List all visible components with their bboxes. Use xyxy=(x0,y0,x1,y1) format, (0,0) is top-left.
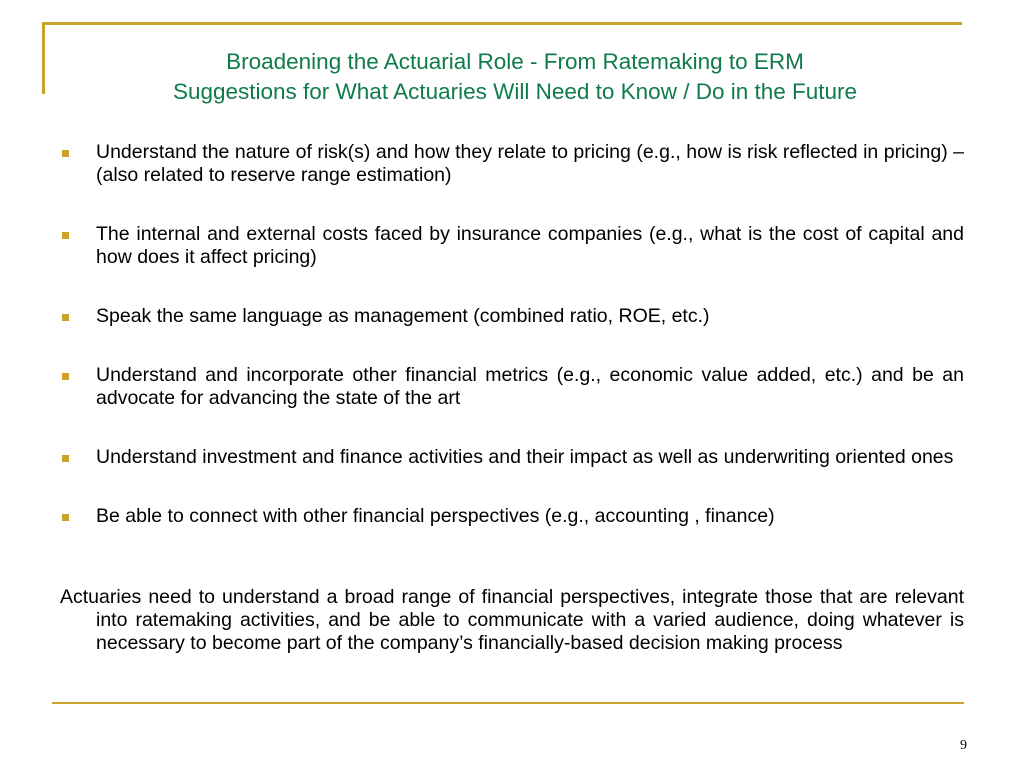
closing-paragraph: Actuaries need to understand a broad range of financial perspectives, integrate those that are relevant into ratemaking activities, and be able to communicate with a varied audience, doing whatever is necessary to become part of the company’s financially-based decision making process xyxy=(60,586,964,654)
square-bullet-icon xyxy=(62,455,69,462)
bullet-text: Understand the nature of risk(s) and how they relate to pricing (e.g., how is risk reflected in pricing) – (also related to reserve range estimation) xyxy=(96,141,964,186)
title-line-2: Suggestions for What Actuaries Will Need to Know / Do in the Future xyxy=(172,79,858,104)
bullet-text: Speak the same language as management (combined ratio, ROE, etc.) xyxy=(96,305,710,327)
square-bullet-icon xyxy=(62,314,69,321)
square-bullet-icon xyxy=(62,373,69,380)
bullet-item xyxy=(60,505,964,528)
bullet-item xyxy=(60,223,964,269)
slide-title xyxy=(60,47,970,107)
bullet-item xyxy=(60,305,964,328)
bullet-text: Be able to connect with other financial perspectives (e.g., accounting , finance) xyxy=(96,505,775,527)
bullet-item xyxy=(60,364,964,410)
title-line-1: Broadening the Actuarial Role - From Ratemaking to ERM xyxy=(226,49,804,74)
bullet-list xyxy=(60,141,964,528)
bullet-text: Understand and incorporate other financial metrics (e.g., economic value added, etc.) and be an advocate for advancing the state of the art xyxy=(96,364,964,409)
bullet-item xyxy=(60,446,964,469)
bullet-item xyxy=(60,141,964,187)
square-bullet-icon xyxy=(62,514,69,521)
bullet-text: Understand investment and finance activities and their impact as well as underwriting oriented ones xyxy=(96,446,954,468)
left-accent-rule xyxy=(42,22,45,94)
square-bullet-icon xyxy=(62,150,69,157)
bottom-accent-rule xyxy=(52,702,964,704)
square-bullet-icon xyxy=(62,232,69,239)
bullet-text: The internal and external costs faced by insurance companies (e.g., what is the cost of capital and how does it affect pricing) xyxy=(96,223,964,268)
page-number: 9 xyxy=(960,738,967,753)
top-accent-rule xyxy=(42,22,962,25)
